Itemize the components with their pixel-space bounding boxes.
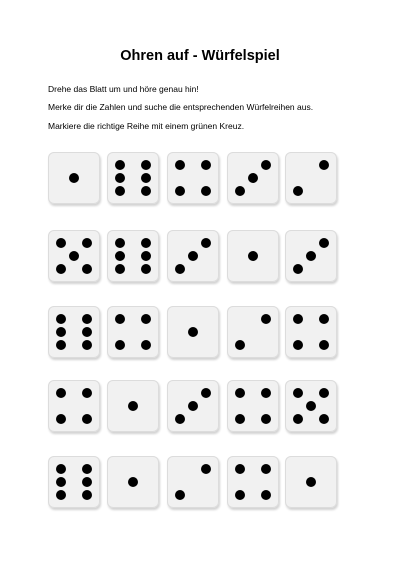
die-pip [261,414,271,424]
die-face [167,380,219,432]
die-pip [82,340,92,350]
die-pip [235,414,245,424]
die-pip [82,477,92,487]
die-pip [82,327,92,337]
die-pip [115,186,125,196]
die-pip [201,186,211,196]
instruction-line-1: Drehe das Blatt um und höre genau hin! [48,84,199,94]
die-pip [306,477,316,487]
die-pip [188,327,198,337]
die-face [227,152,279,204]
die-pip [56,477,66,487]
die-pip [261,388,271,398]
die-pip [306,251,316,261]
die-pip [293,264,303,274]
die-pip [319,340,329,350]
die-pip [141,173,151,183]
die-pip [175,414,185,424]
die-pip [115,238,125,248]
die-face [107,380,159,432]
die-pip [293,340,303,350]
die-pip [82,314,92,324]
die-pip [56,490,66,500]
die-face [167,152,219,204]
die-pip [56,327,66,337]
die-pip [115,314,125,324]
die-pip [188,401,198,411]
die-pip [141,238,151,248]
die-pip [82,414,92,424]
die-pip [141,340,151,350]
die-pip [128,477,138,487]
die-pip [201,238,211,248]
die-face [48,152,100,204]
die-pip [56,264,66,274]
die-pip [56,340,66,350]
die-pip [56,314,66,324]
instruction-line-2: Merke dir die Zahlen und suche die entsprechenden Würfelreihen aus. [48,102,314,112]
die-face [107,306,159,358]
die-pip [56,414,66,424]
die-pip [319,314,329,324]
die-face [48,380,100,432]
die-pip [128,401,138,411]
die-pip [319,238,329,248]
die-pip [56,464,66,474]
die-pip [201,160,211,170]
die-face [285,152,337,204]
die-pip [69,173,79,183]
die-pip [261,314,271,324]
die-pip [56,238,66,248]
die-pip [115,160,125,170]
die-face [285,456,337,508]
die-face [227,380,279,432]
die-pip [82,388,92,398]
die-face [285,230,337,282]
page-title: Ohren auf - Würfelspiel [120,48,280,64]
die-face [227,230,279,282]
die-pip [306,401,316,411]
die-pip [293,186,303,196]
die-face [107,152,159,204]
die-pip [248,251,258,261]
die-pip [319,388,329,398]
die-pip [56,388,66,398]
die-pip [261,464,271,474]
die-face [48,456,100,508]
die-pip [235,490,245,500]
die-pip [293,414,303,424]
die-pip [293,388,303,398]
die-pip [235,186,245,196]
die-pip [115,264,125,274]
die-pip [175,186,185,196]
die-face [167,230,219,282]
die-pip [261,160,271,170]
die-pip [319,414,329,424]
die-face [48,306,100,358]
die-pip [261,490,271,500]
die-pip [293,314,303,324]
die-pip [201,464,211,474]
die-face [167,306,219,358]
die-pip [82,264,92,274]
die-pip [235,340,245,350]
die-face [107,456,159,508]
die-pip [82,490,92,500]
die-pip [175,264,185,274]
die-pip [319,160,329,170]
die-pip [69,251,79,261]
die-pip [141,160,151,170]
die-face [107,230,159,282]
die-pip [82,464,92,474]
die-pip [248,173,258,183]
die-face [227,306,279,358]
die-pip [235,388,245,398]
die-pip [175,490,185,500]
die-pip [141,264,151,274]
die-face [285,380,337,432]
die-pip [115,173,125,183]
die-pip [235,464,245,474]
die-pip [175,160,185,170]
die-pip [82,238,92,248]
die-pip [141,186,151,196]
die-pip [141,314,151,324]
instruction-line-3: Markiere die richtige Reihe mit einem grünen Kreuz. [48,121,245,131]
die-face [167,456,219,508]
die-face [227,456,279,508]
die-pip [115,340,125,350]
die-pip [188,251,198,261]
die-pip [141,251,151,261]
die-pip [115,251,125,261]
die-face [285,306,337,358]
die-face [48,230,100,282]
die-pip [201,388,211,398]
